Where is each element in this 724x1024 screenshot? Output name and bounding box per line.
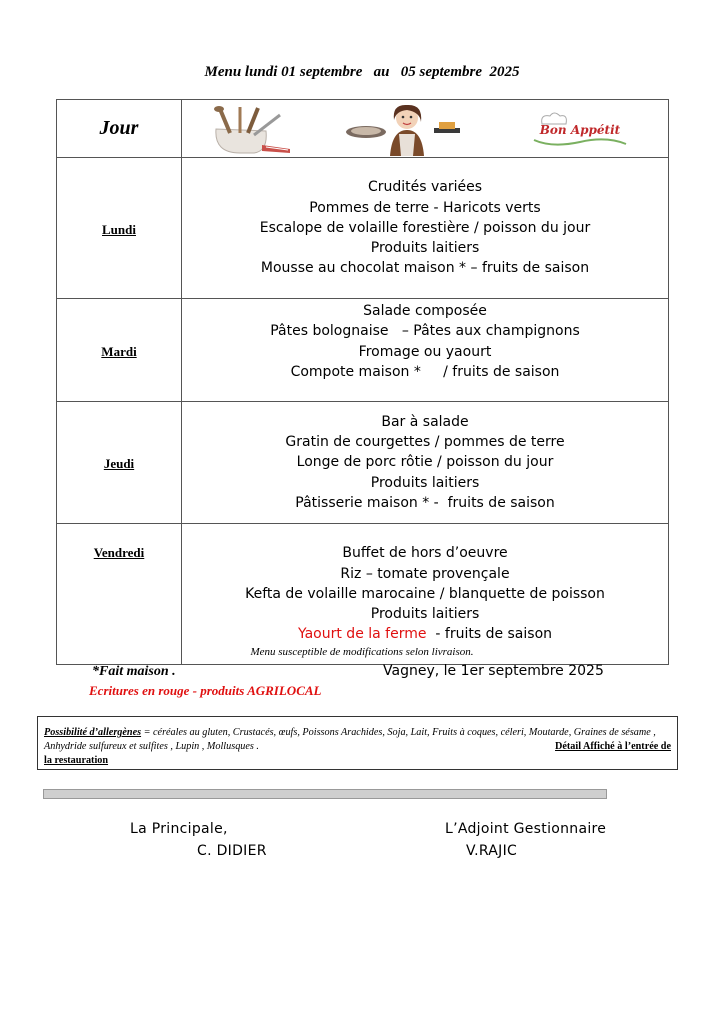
dish-item: Escalope de volaille forestière / poisson du jour (259, 219, 591, 236)
allergen-lead: Possibilité d’allergènes (44, 727, 142, 738)
dish-item: Mousse au chocolat maison * – fruits de saison (260, 260, 590, 277)
dish-item: Produits laitiers (370, 474, 480, 491)
menu-table (56, 99, 669, 665)
gestionnaire-role: L’Adjoint Gestionnaire (445, 821, 607, 837)
dish-item: Longe de porc rôtie / poisson du jour (296, 454, 554, 471)
dish-item: Riz – tomate provençale (340, 565, 510, 582)
dish-item (182, 624, 668, 644)
day-name-jeudi: Jeudi (103, 456, 135, 471)
day-cell-vendredi (57, 524, 182, 665)
dish-item: Gratin de courgettes / pommes de terre (285, 434, 565, 451)
day-cell-mardi (57, 299, 182, 402)
day-name-lundi: Lundi (102, 221, 136, 237)
principal-role: La Principale, (130, 821, 228, 837)
dish-item: Salade composée (363, 303, 487, 319)
dish-item: Kefta de volaille marocaine / blanquette de poisson (245, 585, 605, 602)
fait-maison-note: *Fait maison . (92, 664, 176, 679)
day-row-jeudi (57, 402, 669, 524)
day-cell-jeudi (57, 402, 182, 524)
bon-appetit-text: Bon Appétit (539, 123, 621, 137)
dishes-cell-mardi (182, 299, 669, 402)
dish-item: Fromage ou yaourt (358, 343, 492, 360)
principal-name: C. DIDIER (197, 843, 267, 859)
dishes-cell-jeudi (182, 402, 669, 524)
day-name-vendredi: Vendredi (93, 545, 145, 560)
dishes-cell-lundi (182, 158, 669, 299)
separator-bar (43, 789, 607, 799)
menu-title: Menu lundi 01 septembre au 05 septembre 2025 (204, 64, 520, 80)
modification-note: Menu susceptible de modifications selon livraison. (250, 646, 474, 658)
allergen-detail: Détail Affiché à l’entrée de (555, 741, 671, 752)
allergen-list: = céréales au gluten, Crustacés, œufs, Poissons Arachides, Soja, Lait, Fruits à coques, céleri, Moutarde, Graines de sésame , Anhydride sulfureux et sulfites , Lupin , Mollusques . (44, 727, 656, 752)
allergen-box (37, 716, 678, 770)
menu-header-row (57, 100, 669, 158)
day-row-vendredi (57, 524, 669, 665)
cooking-utensils-image (210, 105, 292, 157)
local-produce-dish: Yaourt de la ferme (297, 626, 427, 643)
dishes-cell-vendredi (182, 524, 669, 665)
agrilocal-note: Ecritures en rouge - produits AGRILOCAL (89, 683, 322, 698)
dish-item: Produits laitiers (370, 240, 480, 257)
bon-appetit-logo (532, 112, 628, 148)
header-images-cell (182, 100, 669, 158)
place-date: Vagney, le 1er septembre 2025 (383, 663, 604, 679)
dish-item: Produits laitiers (370, 606, 480, 623)
dish-item: Buffet de hors d’oeuvre (342, 545, 508, 562)
dish-item: Bar à salade (381, 413, 469, 430)
day-name-mardi: Mardi (101, 343, 137, 359)
chef-woman-image (342, 102, 472, 156)
gestionnaire-name: V.RAJIC (466, 843, 518, 859)
dish-item: Pâtes bolognaise – Pâtes aux champignons (270, 323, 580, 340)
day-row-lundi (57, 158, 669, 299)
jour-header-cell (57, 100, 182, 158)
dish-item: Pâtisserie maison * - fruits de saison (295, 494, 555, 511)
dish-item: Crudités variées (367, 179, 483, 196)
jour-label: Jour (99, 117, 139, 139)
day-cell-lundi (57, 158, 182, 299)
day-row-mardi (57, 299, 669, 402)
dish-suffix: - fruits de saison (426, 626, 553, 643)
allergen-detail-2: la restauration (44, 755, 109, 766)
dish-item: Compote maison * / fruits de saison (290, 363, 560, 380)
dish-item: Pommes de terre - Haricots verts (309, 199, 541, 216)
